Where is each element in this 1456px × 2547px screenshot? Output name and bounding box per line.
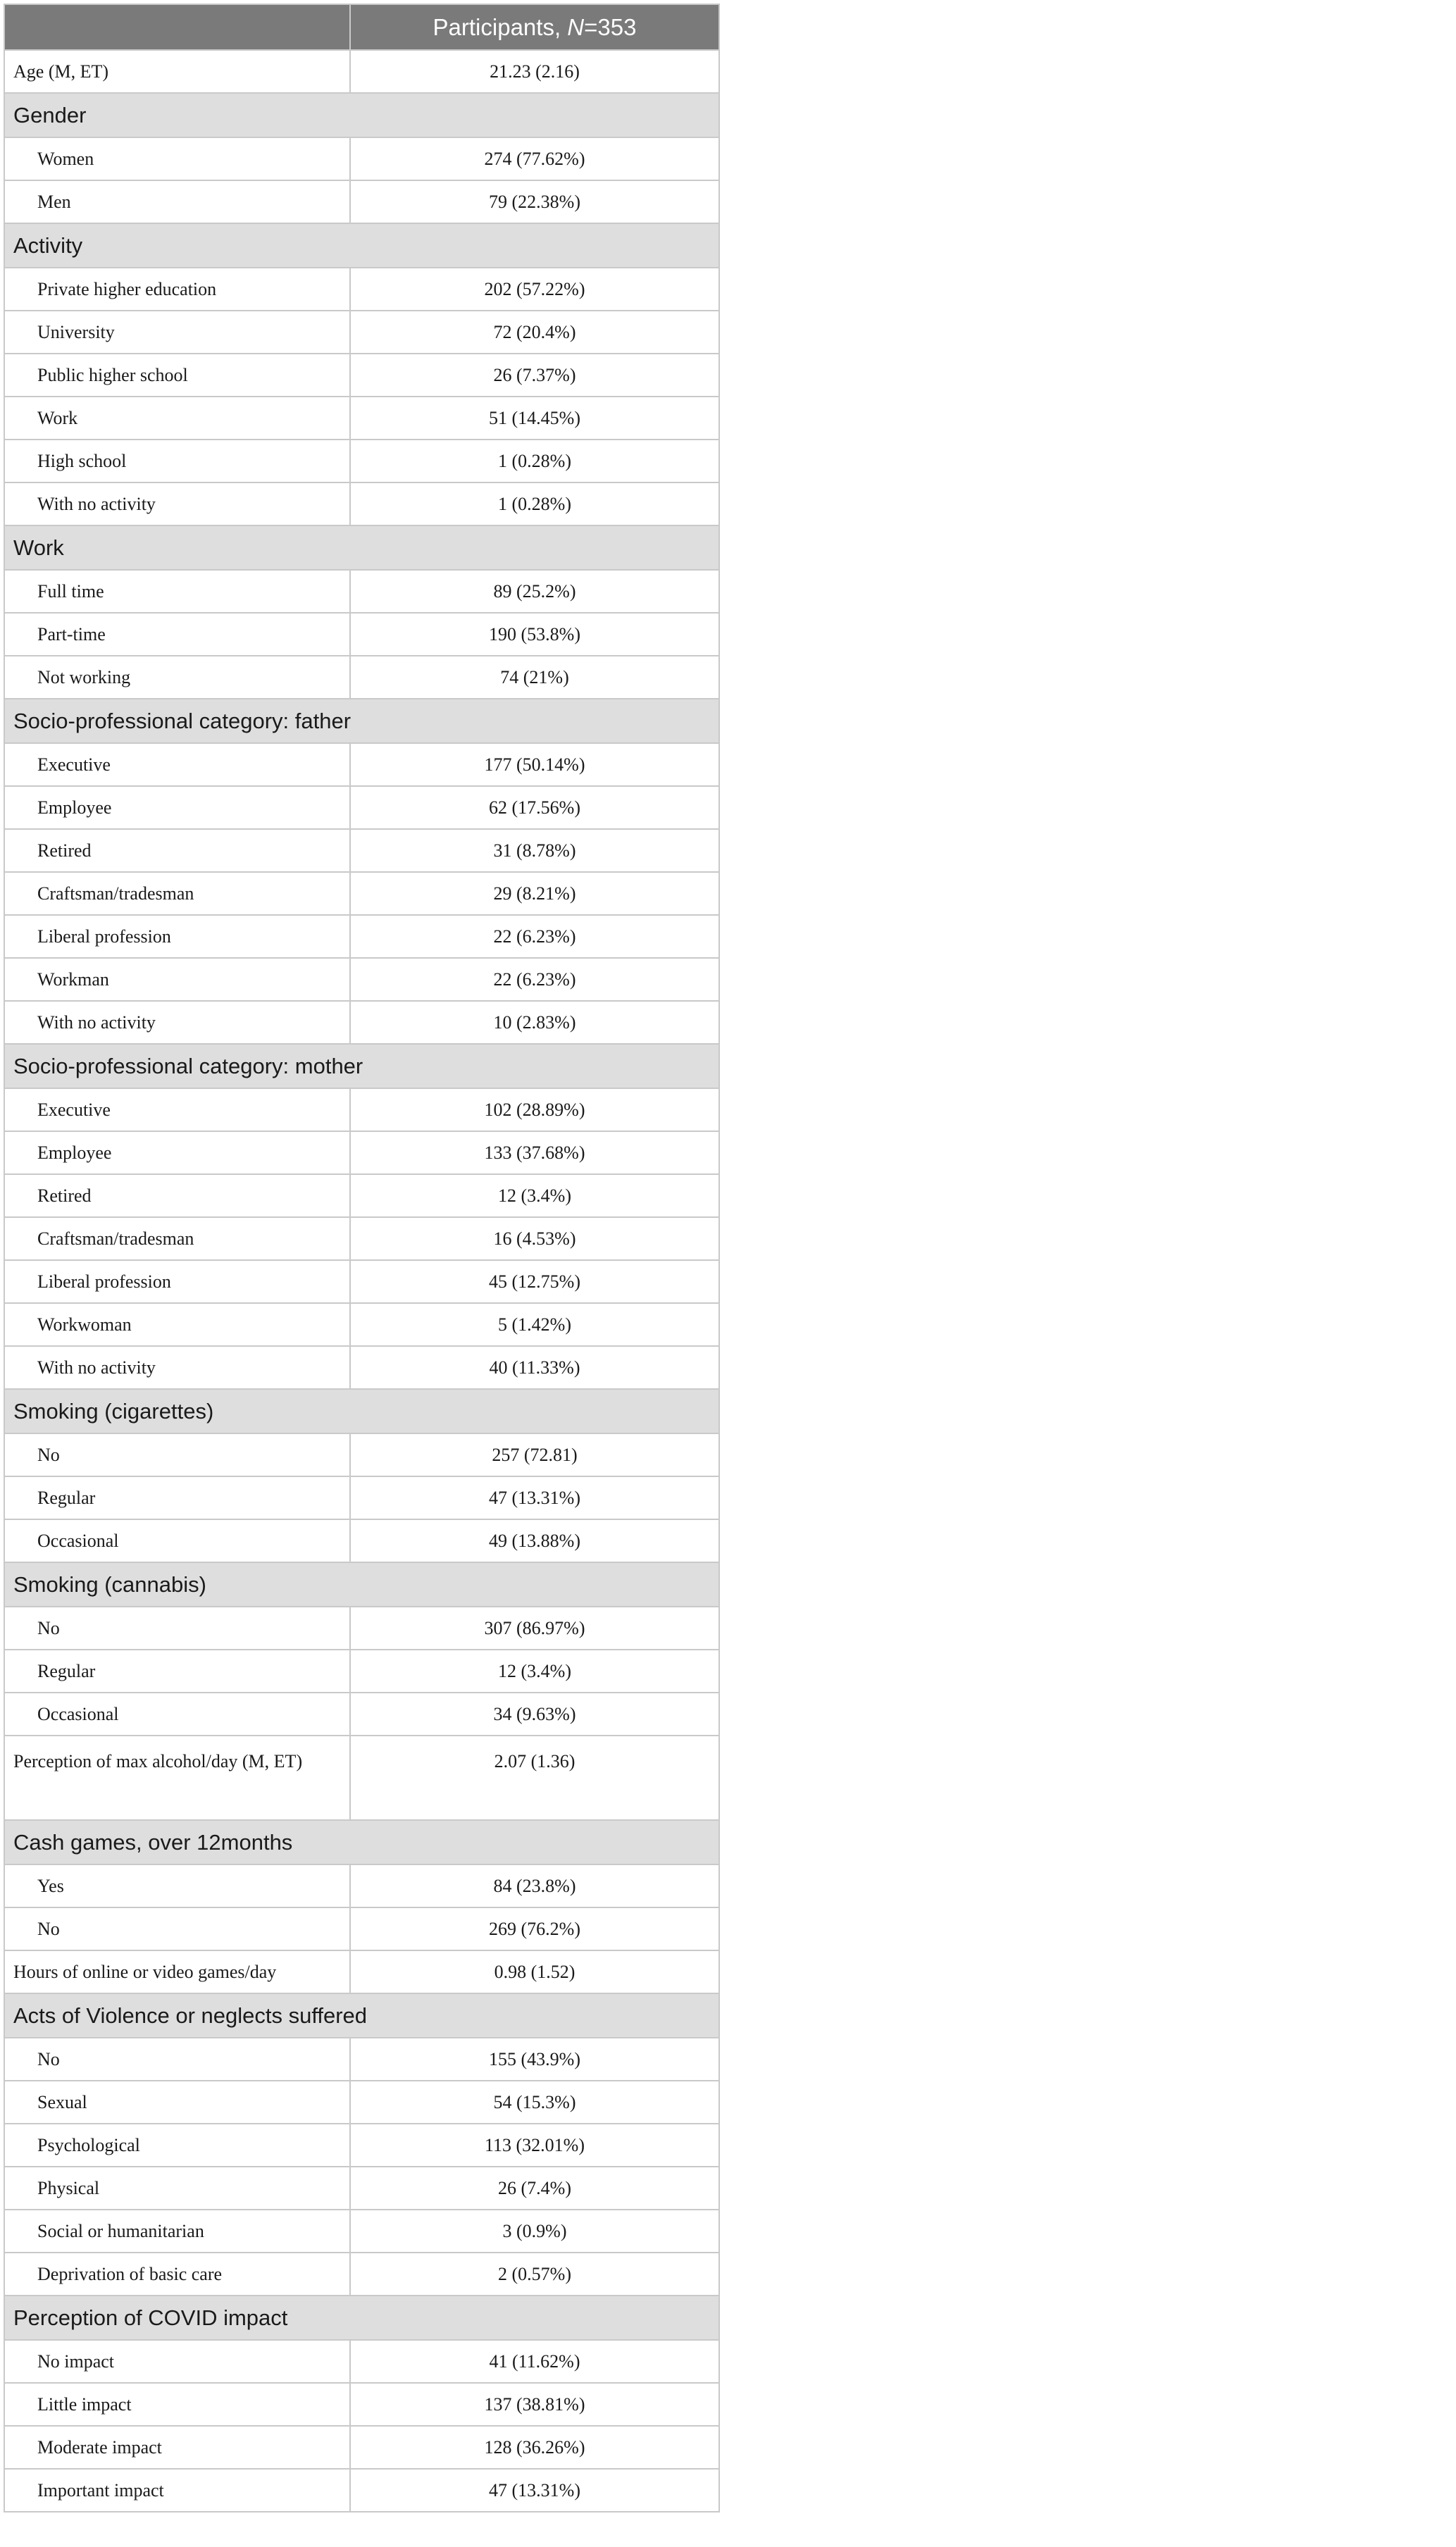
- table-row: [4, 915, 719, 958]
- row-label: Important impact: [4, 2469, 350, 2512]
- row-label: No: [4, 2038, 350, 2081]
- row-label: High school: [4, 440, 350, 482]
- row-value: 12 (3.4%): [350, 1650, 719, 1693]
- row-value: 47 (13.31%): [350, 2469, 719, 2512]
- row-value: 274 (77.62%): [350, 137, 719, 180]
- row-value: 45 (12.75%): [350, 1260, 719, 1303]
- row-value: 5 (1.42%): [350, 1303, 719, 1346]
- row-value: 79 (22.38%): [350, 180, 719, 223]
- row-value: 2 (0.57%): [350, 2253, 719, 2296]
- row-label: No impact: [4, 2340, 350, 2383]
- table-row: [4, 2253, 719, 2296]
- header-n-value: =353: [584, 13, 637, 40]
- table-row: [4, 1476, 719, 1519]
- row-value: 54 (15.3%): [350, 2081, 719, 2124]
- row-value: 12 (3.4%): [350, 1174, 719, 1217]
- table-row: [4, 482, 719, 525]
- row-label: Regular: [4, 1476, 350, 1519]
- row-value: 22 (6.23%): [350, 915, 719, 958]
- row-label: Sexual: [4, 2081, 350, 2124]
- table-row: [4, 1346, 719, 1389]
- section-header-label: Activity: [4, 223, 719, 268]
- table-row: [4, 1217, 719, 1260]
- section-header-row: [4, 1993, 719, 2038]
- row-value: 22 (6.23%): [350, 958, 719, 1001]
- row-label: University: [4, 311, 350, 354]
- table-row: [4, 1519, 719, 1562]
- row-label: Work: [4, 397, 350, 440]
- row-label: Physical: [4, 2167, 350, 2210]
- section-header-label: Cash games, over 12months: [4, 1820, 719, 1864]
- row-label: Occasional: [4, 1519, 350, 1562]
- table-row: [4, 1088, 719, 1131]
- row-label: Men: [4, 180, 350, 223]
- row-value: 74 (21%): [350, 656, 719, 699]
- header-label-column: [4, 4, 350, 50]
- row-label: Age (M, ET): [4, 50, 350, 93]
- row-label: Liberal profession: [4, 1260, 350, 1303]
- row-label: Employee: [4, 1131, 350, 1174]
- section-header-row: [4, 93, 719, 137]
- row-label: Retired: [4, 1174, 350, 1217]
- section-header-row: [4, 2296, 719, 2340]
- row-label: Private higher education: [4, 268, 350, 311]
- row-label: Moderate impact: [4, 2426, 350, 2469]
- row-value: 155 (43.9%): [350, 2038, 719, 2081]
- row-value: 1 (0.28%): [350, 440, 719, 482]
- row-label: No: [4, 1433, 350, 1476]
- row-label: Full time: [4, 570, 350, 613]
- row-label: Liberal profession: [4, 915, 350, 958]
- row-value: 41 (11.62%): [350, 2340, 719, 2383]
- section-header-label: Socio-professional category: father: [4, 699, 719, 743]
- row-value: 133 (37.68%): [350, 1131, 719, 1174]
- table-row: [4, 656, 719, 699]
- row-value: 34 (9.63%): [350, 1693, 719, 1736]
- section-header-label: Work: [4, 525, 719, 570]
- section-header-label: Acts of Violence or neglects suffered: [4, 1993, 719, 2038]
- table-row: [4, 50, 719, 93]
- table-row: [4, 397, 719, 440]
- row-value: 16 (4.53%): [350, 1217, 719, 1260]
- table-body: [4, 50, 719, 2512]
- row-value: 202 (57.22%): [350, 268, 719, 311]
- participants-table-container: [4, 4, 718, 2512]
- header-participants-prefix: Participants,: [433, 13, 568, 40]
- row-label: Employee: [4, 786, 350, 829]
- row-label: Craftsman/tradesman: [4, 872, 350, 915]
- header-n-label: N: [567, 13, 585, 40]
- table-row: [4, 743, 719, 786]
- row-value: 47 (13.31%): [350, 1476, 719, 1519]
- section-header-label: Smoking (cigarettes): [4, 1389, 719, 1433]
- row-value: 113 (32.01%): [350, 2124, 719, 2167]
- row-value: 177 (50.14%): [350, 743, 719, 786]
- table-row: [4, 2210, 719, 2253]
- table-row: [4, 1303, 719, 1346]
- table-row: [4, 786, 719, 829]
- row-value: 102 (28.89%): [350, 1088, 719, 1131]
- row-label: Perception of max alcohol/day (M, ET): [4, 1736, 350, 1820]
- section-header-row: [4, 1562, 719, 1607]
- row-label: Hours of online or video games/day: [4, 1950, 350, 1993]
- row-label: With no activity: [4, 1346, 350, 1389]
- table-row: [4, 440, 719, 482]
- row-label: Public higher school: [4, 354, 350, 397]
- row-value: 49 (13.88%): [350, 1519, 719, 1562]
- table-row: [4, 2469, 719, 2512]
- row-label: Little impact: [4, 2383, 350, 2426]
- section-header-row: [4, 699, 719, 743]
- row-label: Deprivation of basic care: [4, 2253, 350, 2296]
- row-value: 89 (25.2%): [350, 570, 719, 613]
- row-label: With no activity: [4, 482, 350, 525]
- row-value: 1 (0.28%): [350, 482, 719, 525]
- header-participants-column: [350, 4, 719, 50]
- row-value: 3 (0.9%): [350, 2210, 719, 2253]
- row-value: 269 (76.2%): [350, 1907, 719, 1950]
- table-row: [4, 1950, 719, 1993]
- table-row: [4, 2167, 719, 2210]
- table-row: [4, 872, 719, 915]
- table-row: [4, 180, 719, 223]
- table-row: [4, 311, 719, 354]
- table-row: [4, 1907, 719, 1950]
- row-value: 128 (36.26%): [350, 2426, 719, 2469]
- row-value: 84 (23.8%): [350, 1864, 719, 1907]
- table-row: [4, 2383, 719, 2426]
- table-row: [4, 1174, 719, 1217]
- section-header-row: [4, 1389, 719, 1433]
- table-row: [4, 829, 719, 872]
- participants-table: [4, 4, 720, 2512]
- table-row: [4, 2038, 719, 2081]
- row-label: Executive: [4, 743, 350, 786]
- row-label: Regular: [4, 1650, 350, 1693]
- table-row: [4, 1131, 719, 1174]
- section-header-row: [4, 525, 719, 570]
- row-label: Part-time: [4, 613, 350, 656]
- table-row: [4, 2124, 719, 2167]
- row-label: Workman: [4, 958, 350, 1001]
- row-label: Social or humanitarian: [4, 2210, 350, 2253]
- table-row: [4, 268, 719, 311]
- section-header-row: [4, 1044, 719, 1088]
- row-label: Workwoman: [4, 1303, 350, 1346]
- section-header-label: Socio-professional category: mother: [4, 1044, 719, 1088]
- section-header-row: [4, 1820, 719, 1864]
- row-value: 26 (7.37%): [350, 354, 719, 397]
- table-row: [4, 1001, 719, 1044]
- table-row: [4, 1433, 719, 1476]
- section-header-row: [4, 223, 719, 268]
- table-row: [4, 1650, 719, 1693]
- row-value: 190 (53.8%): [350, 613, 719, 656]
- row-value: 2.07 (1.36): [350, 1736, 719, 1820]
- row-value: 51 (14.45%): [350, 397, 719, 440]
- row-value: 257 (72.81): [350, 1433, 719, 1476]
- row-value: 10 (2.83%): [350, 1001, 719, 1044]
- row-value: 62 (17.56%): [350, 786, 719, 829]
- row-label: Not working: [4, 656, 350, 699]
- row-label: No: [4, 1907, 350, 1950]
- table-row: [4, 2081, 719, 2124]
- row-label: Retired: [4, 829, 350, 872]
- table-row: [4, 1260, 719, 1303]
- row-value: 72 (20.4%): [350, 311, 719, 354]
- row-value: 26 (7.4%): [350, 2167, 719, 2210]
- row-value: 29 (8.21%): [350, 872, 719, 915]
- table-row: [4, 137, 719, 180]
- table-row: [4, 1693, 719, 1736]
- row-label: Psychological: [4, 2124, 350, 2167]
- row-label: Women: [4, 137, 350, 180]
- table-row: [4, 1607, 719, 1650]
- table-row: [4, 1736, 719, 1820]
- table-row: [4, 354, 719, 397]
- row-value: 40 (11.33%): [350, 1346, 719, 1389]
- table-row: [4, 570, 719, 613]
- row-value: 21.23 (2.16): [350, 50, 719, 93]
- table-row: [4, 1864, 719, 1907]
- section-header-label: Perception of COVID impact: [4, 2296, 719, 2340]
- table-row: [4, 2426, 719, 2469]
- row-value: 0.98 (1.52): [350, 1950, 719, 1993]
- table-row: [4, 613, 719, 656]
- row-label: Occasional: [4, 1693, 350, 1736]
- row-label: Yes: [4, 1864, 350, 1907]
- table-header-row: [4, 4, 719, 50]
- section-header-label: Smoking (cannabis): [4, 1562, 719, 1607]
- table-row: [4, 958, 719, 1001]
- row-label: Craftsman/tradesman: [4, 1217, 350, 1260]
- row-value: 307 (86.97%): [350, 1607, 719, 1650]
- table-row: [4, 2340, 719, 2383]
- row-label: No: [4, 1607, 350, 1650]
- row-label: Executive: [4, 1088, 350, 1131]
- row-label: With no activity: [4, 1001, 350, 1044]
- section-header-label: Gender: [4, 93, 719, 137]
- row-value: 31 (8.78%): [350, 829, 719, 872]
- row-value: 137 (38.81%): [350, 2383, 719, 2426]
